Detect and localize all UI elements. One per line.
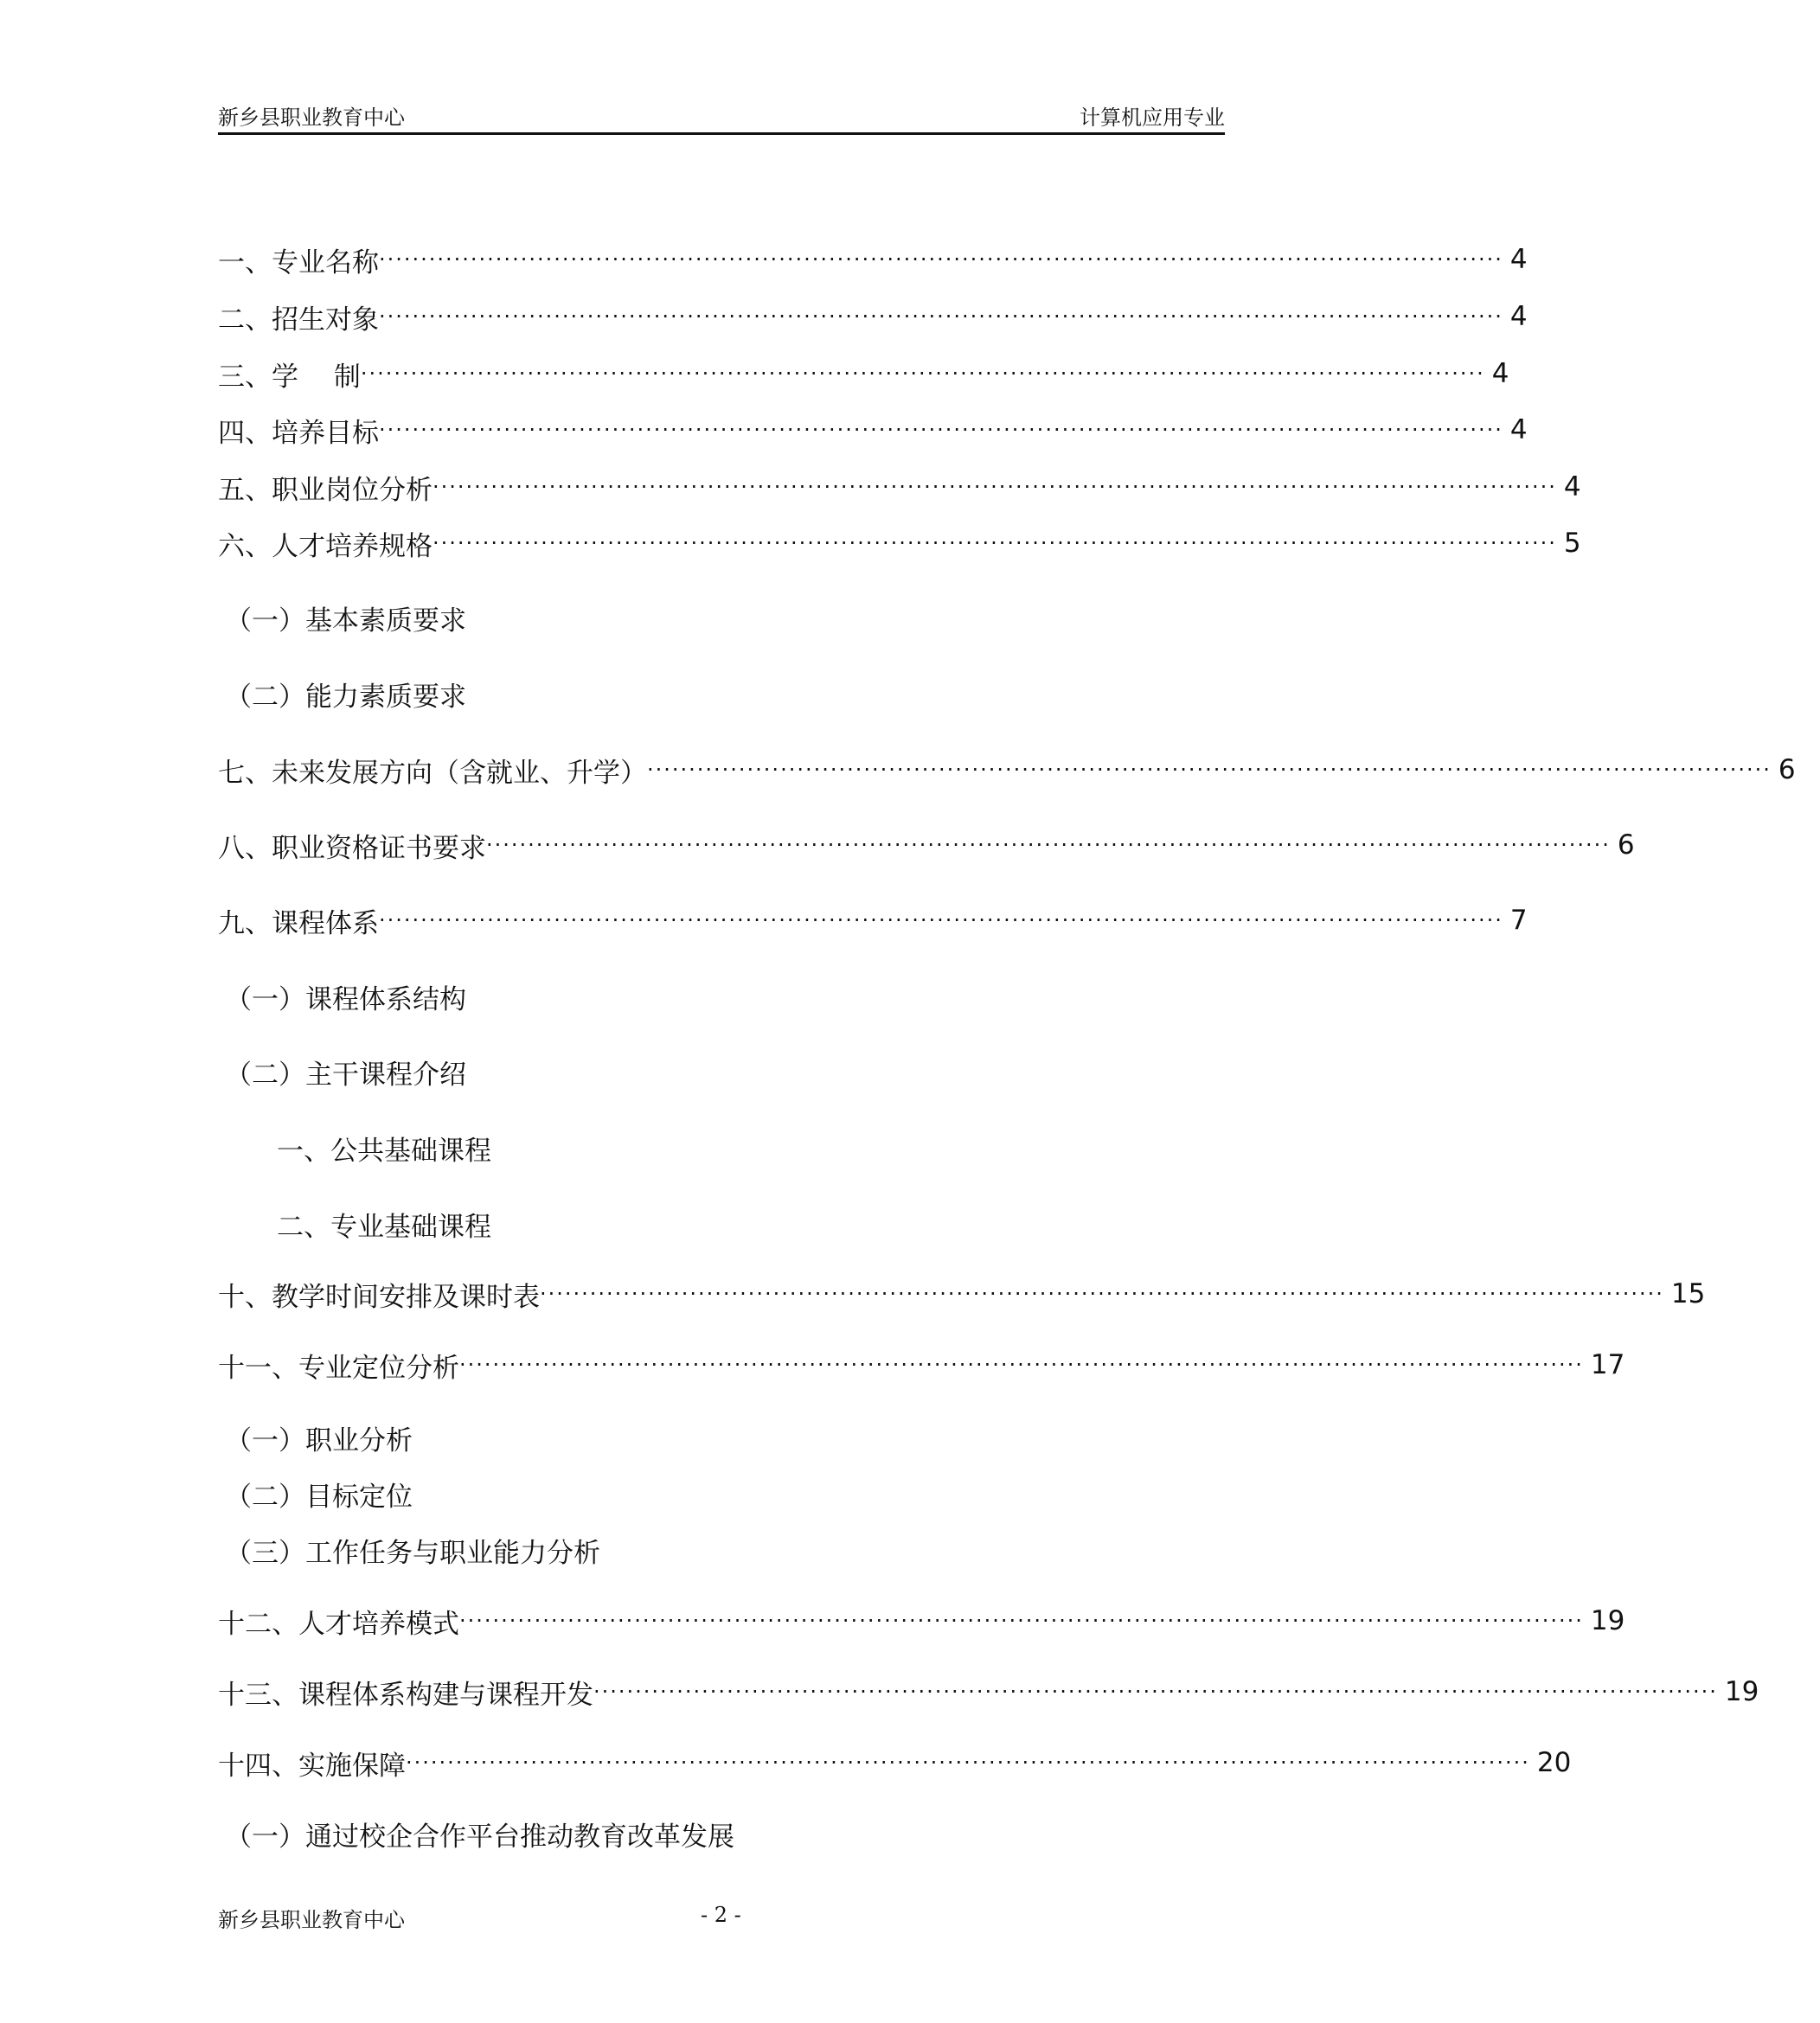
toc-entry-title: 三、学 制 [218,361,361,393]
toc-subsubentry[interactable]: 二、专业基础课程 [277,1212,491,1243]
toc-leader: ······································································································································· [433,531,1557,555]
toc-entry-page: 20 [1536,1747,1572,1778]
toc-leader: ······································································································································· [379,908,1503,932]
toc-leader: ······································································································································· [540,1282,1664,1306]
toc-subentry[interactable]: （一）课程体系结构 [225,984,466,1015]
toc-subentry[interactable]: （二）主干课程介绍 [225,1060,466,1091]
toc-entry[interactable] [218,355,1509,393]
toc-entry-page: 7 [1509,905,1528,936]
toc-leader: ······································································································································· [486,833,1611,857]
toc-entry-title: 十二、人才培养模式 [218,1608,459,1640]
toc-entry-title: 十、教学时间安排及课时表 [218,1281,540,1313]
toc-leader: ······································································································································· [647,758,1772,782]
toc-entry-page: 15 [1670,1278,1706,1309]
toc-leader: ······································································································································· [459,1353,1584,1377]
toc-entry[interactable] [218,826,1635,864]
footer-page-number: - 2 - [701,1903,741,1927]
toc-entry-title: 一、专业名称 [218,246,379,278]
toc-entry-page: 6 [1778,754,1796,785]
toc-entry-title: 十四、实施保障 [218,1750,406,1782]
toc-entry-page: 4 [1509,301,1528,332]
toc-entry[interactable] [218,298,1528,336]
toc-leader: ······································································································································· [360,362,1485,386]
toc-entry[interactable] [218,1346,1625,1384]
toc-entry-title: 四、培养目标 [218,417,379,449]
toc-leader: ······································································································································· [433,475,1557,499]
toc-entry-page: 4 [1563,471,1581,503]
toc-entry[interactable] [218,1744,1572,1782]
toc-leader: ······································································································································· [406,1751,1530,1775]
toc-entry-title: 九、课程体系 [218,907,379,939]
toc-subentry[interactable]: （一）职业分析 [225,1425,413,1456]
toc-entry-page: 19 [1724,1676,1759,1707]
header-rule [218,132,1225,135]
toc-entry-page: 6 [1617,829,1635,861]
toc-subentry[interactable]: （二）能力素质要求 [225,682,466,713]
toc-entry-page: 4 [1509,414,1528,445]
toc-entry[interactable] [218,901,1528,939]
toc-entry-title: 七、未来发展方向（含就业、升学） [218,757,647,789]
toc-subentry[interactable]: （一）通过校企合作平台推动教育改革发展 [225,1821,734,1853]
toc-leader: ······································································································································· [379,418,1503,442]
toc-entry[interactable] [218,1275,1706,1313]
toc-entry[interactable] [218,1673,1759,1711]
toc-subentry[interactable]: （二）目标定位 [225,1482,413,1513]
toc-leader: ······································································································································· [379,304,1503,329]
toc-entry[interactable] [218,468,1581,506]
toc-entry-page: 17 [1590,1349,1625,1380]
toc-entry-page: 5 [1563,528,1581,559]
toc-entry-title: 十三、课程体系构建与课程开发 [218,1679,593,1711]
toc-entry-title: 八、职业资格证书要求 [218,832,486,864]
toc-entry-title: 五、职业岗位分析 [218,474,433,506]
toc-entry[interactable] [218,411,1528,449]
toc-leader: ······································································································································· [379,247,1503,272]
header-right-text: 计算机应用专业 [1080,106,1225,130]
header-left-text: 新乡县职业教育中心 [218,106,405,130]
toc-leader: ······································································································································· [593,1680,1718,1704]
toc-entry-page: 19 [1590,1605,1625,1636]
toc-subentry[interactable]: （三）工作任务与职业能力分析 [225,1538,600,1569]
toc-entry[interactable] [218,524,1581,562]
toc-subsubentry[interactable]: 一、公共基础课程 [277,1136,491,1167]
footer-left-text: 新乡县职业教育中心 [218,1908,405,1932]
toc-entry-page: 4 [1509,244,1528,275]
toc-entry-title: 六、人才培养规格 [218,530,433,562]
toc-entry[interactable] [218,240,1528,278]
toc-leader: ······································································································································· [459,1609,1584,1633]
toc-entry[interactable] [218,751,1796,789]
toc-subentry[interactable]: （一）基本素质要求 [225,605,466,637]
toc-entry-title: 二、招生对象 [218,304,379,336]
toc-entry-title: 十一、专业定位分析 [218,1352,459,1384]
toc-entry[interactable] [218,1602,1625,1640]
toc-entry-page: 4 [1491,358,1509,389]
